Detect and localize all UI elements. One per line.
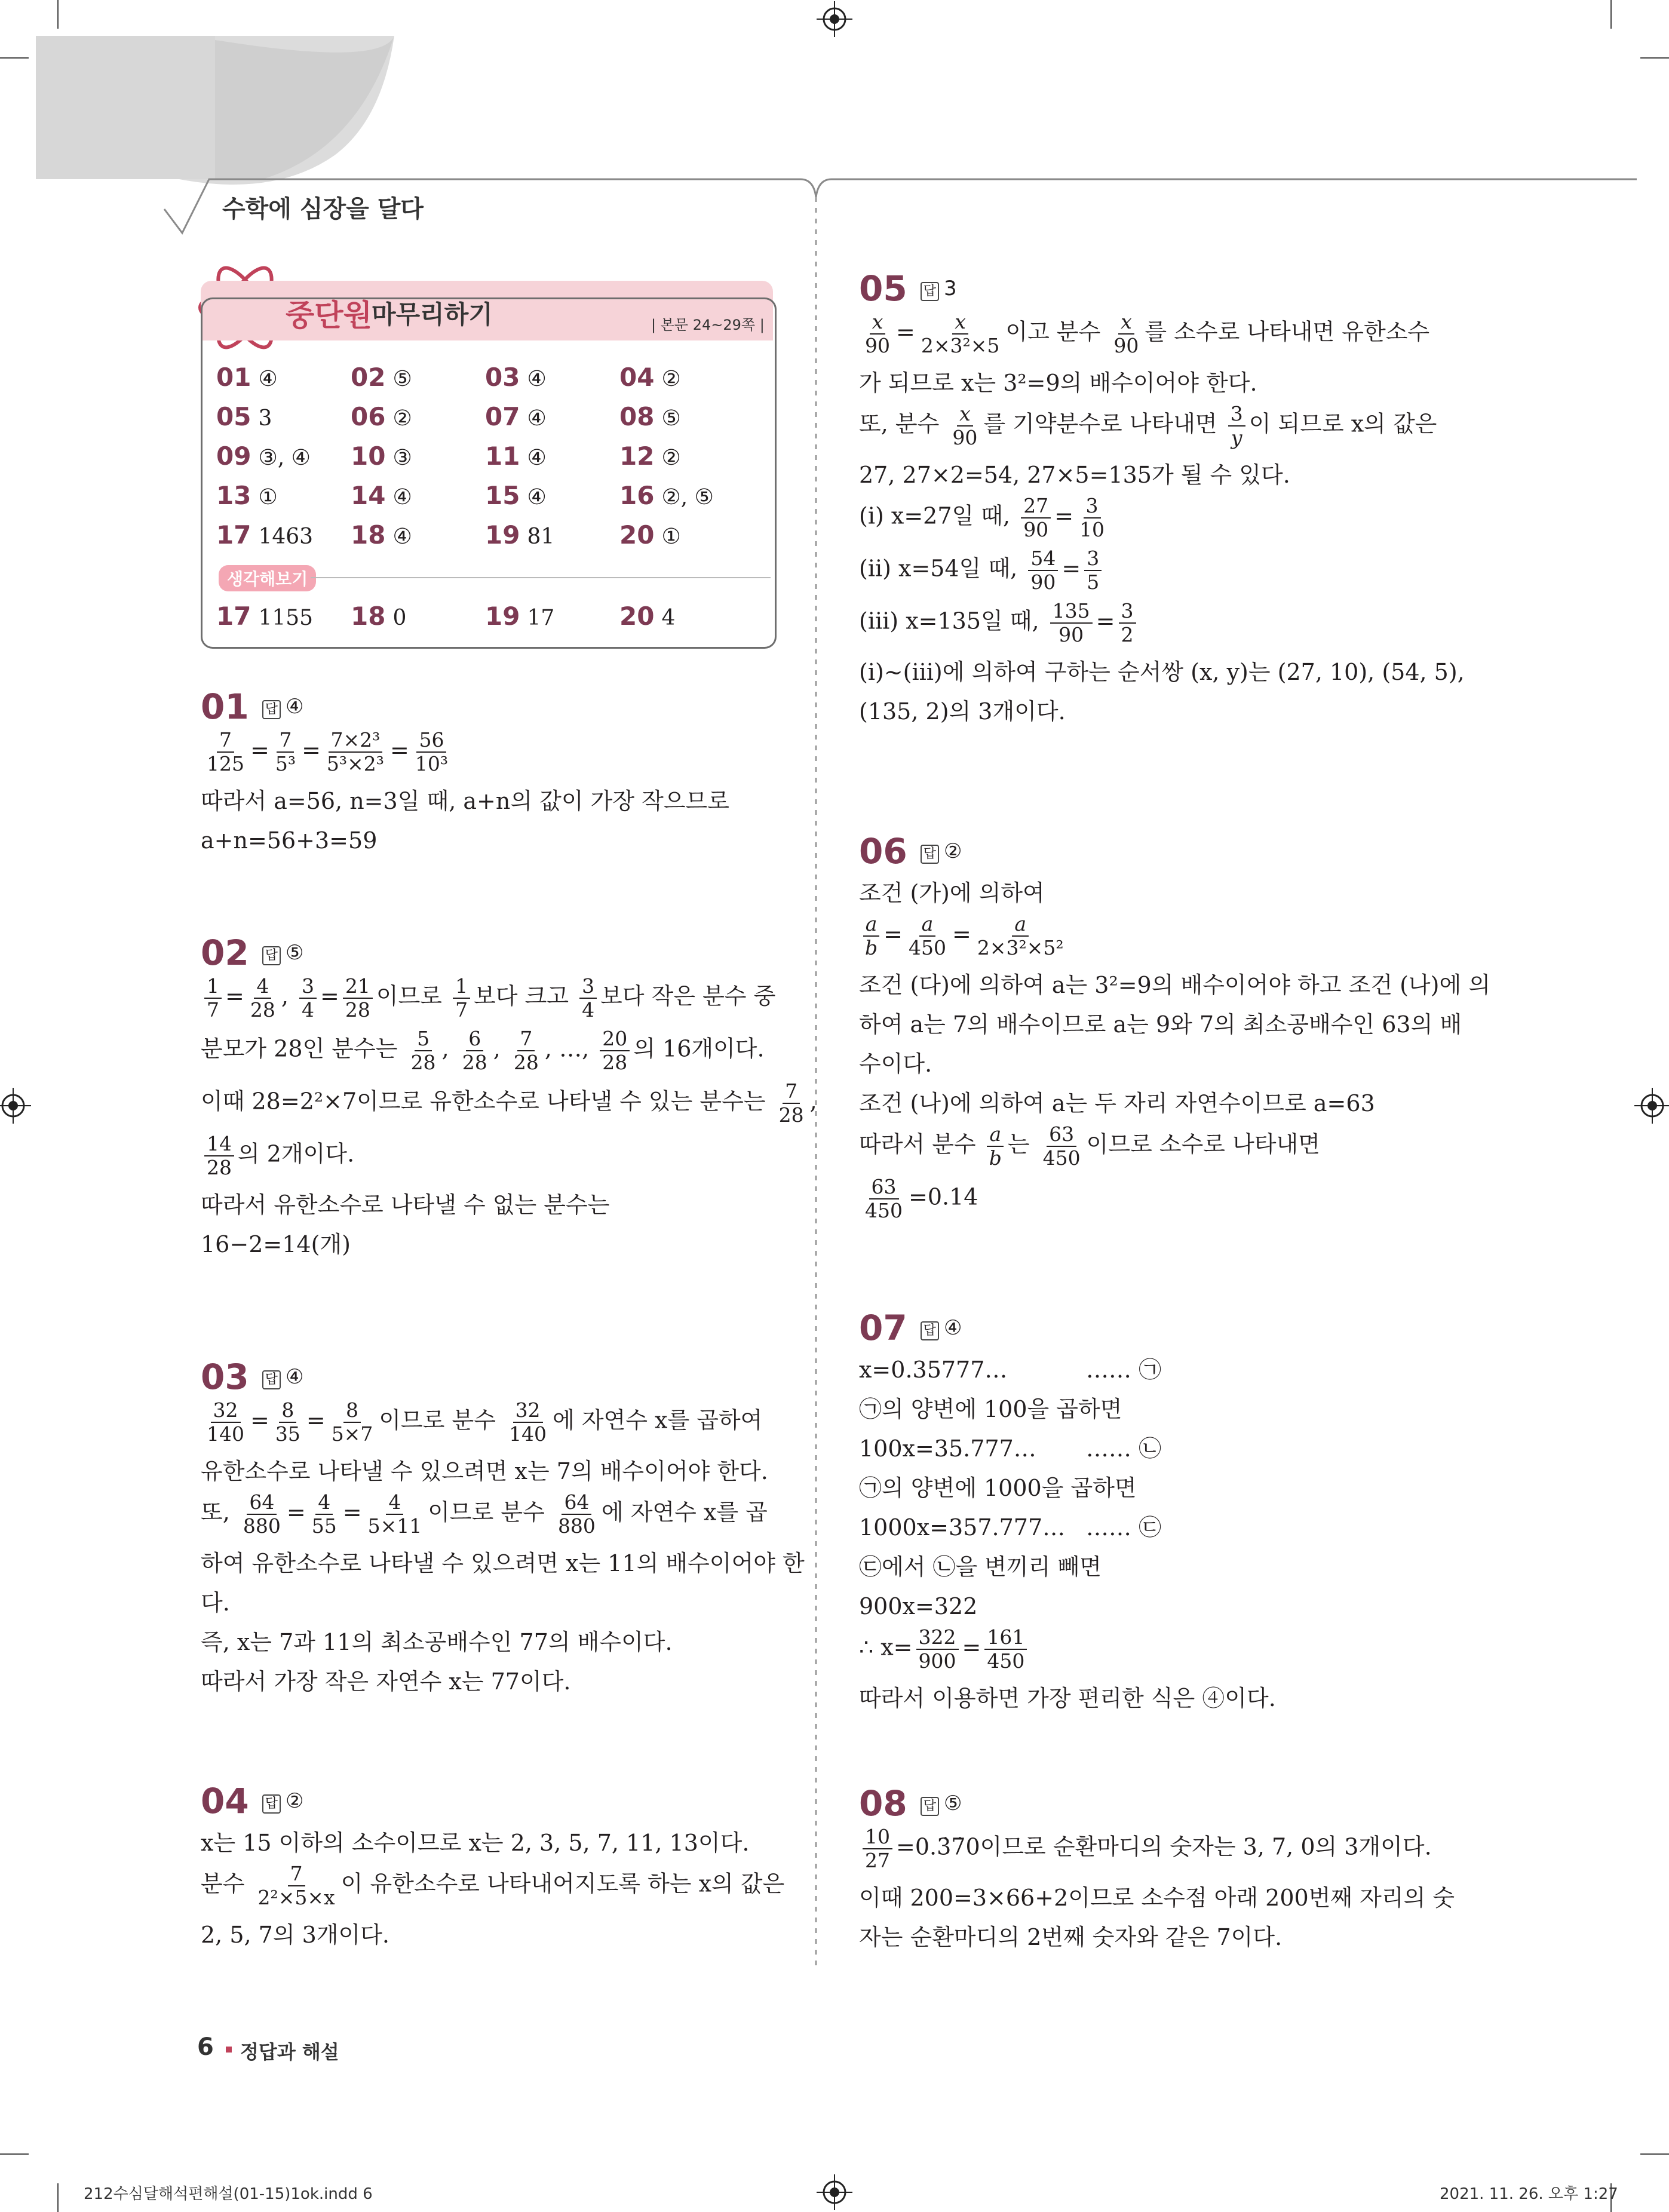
solution-01 [201, 686, 786, 860]
answer-number: 13 [216, 480, 251, 510]
answer-choice: ② [943, 839, 962, 863]
answer-number: 14 [351, 480, 386, 510]
answer-mark: 답 [262, 946, 281, 965]
answer-row [216, 475, 754, 515]
answer-number: 20 [619, 601, 655, 631]
answer-value: ④ [527, 445, 547, 470]
answer-mark: 답 [921, 845, 939, 864]
answer-value: ④ [527, 366, 547, 391]
answer-value: 0 [392, 605, 407, 630]
case-line: (ⅱ) x=54일 때, $\frac{54}{90}$ = $\frac{3}{5}$ [859, 547, 1444, 600]
answer-value: ① [661, 524, 681, 549]
answer-value: ③, ④ [258, 445, 311, 470]
text-line: x=0.35777… …… ㉠ [859, 1357, 1162, 1383]
answer-choice: ④ [943, 1315, 962, 1340]
answer-number: 05 [216, 401, 251, 431]
footer-file: 212수심달해석편해설(01-15)1ok.indd 6 [84, 2185, 373, 2203]
answer-value: ⑤ [661, 406, 681, 431]
page-number: 6 [197, 2033, 214, 2061]
question-number: 06 [859, 831, 907, 872]
text-line: 분모가 28인 분수는 $\frac{5}{28}$ , $\frac{6}{28}$ , $\frac{7}{28}$ , …, $\frac{20}{28}$ 의 16개이다. [201, 1027, 765, 1074]
question-number: 02 [201, 932, 249, 973]
text-line: 100x=35.777… …… ㉡ [859, 1435, 1162, 1462]
text-line: x는 15 이하의 소수이므로 x는 2, 3, 5, 7, 11, 13이다. [201, 1830, 750, 1856]
text-line: 유한소수로 나타낼 수 있으려면 x는 7의 배수이어야 한다. [201, 1458, 768, 1484]
answer-row [216, 515, 754, 554]
header-band [36, 36, 215, 179]
text-line: 수이다. [859, 1051, 932, 1077]
solution-03 [201, 1356, 805, 1701]
solution-02 [201, 932, 817, 1264]
answer-choice: ② [285, 1788, 304, 1813]
text-line: $\frac{10}{27}$ =0.3̇7̇0이므로 순환마디의 숫자는 3, 7, 0의 3개이다. [859, 1826, 1444, 1878]
text-line: 조건 (나)에 의하여 a는 두 자리 자연수이므로 a=63 [859, 1090, 1375, 1116]
answer-number: 06 [351, 401, 386, 431]
answer-value: ② [661, 366, 681, 391]
answer-number: 12 [619, 441, 655, 471]
answer-number: 01 [216, 362, 251, 392]
think-divider [311, 577, 771, 578]
answer-choice: ⑤ [943, 1791, 962, 1815]
equation: $\frac{7}{125}$ = $\frac{7}{\text{5³}}$ = $\frac{\text{7×2³}}{\text{5³×2³}}$ = $\frac{56}{\text{10³}}$ [207, 728, 449, 775]
answer-value: ②, ⑤ [661, 484, 714, 510]
solution-05 [859, 268, 1465, 731]
solution-06 [859, 830, 1490, 1228]
answer-value: 4 [661, 605, 676, 630]
brand-logo-text: 수학에 심장을 달다 [222, 195, 424, 223]
summary-title-bold: 중단원 [286, 298, 372, 333]
question-number: 05 [859, 268, 907, 309]
question-number: 01 [201, 686, 249, 727]
text-line: $\frac{32}{140}$ = $\frac{8}{35}$ = $\frac{8}{5\times 7}$ 이므로 분수 $\frac{32}{140}$ 에 자연수 x를 곱하여 [207, 1398, 763, 1446]
answer-mark: 답 [262, 1794, 281, 1814]
text-line: ㉠의 양변에 1000을 곱하면 [859, 1475, 1137, 1501]
text-line: 2, 5, 7의 3개이다. [201, 1922, 390, 1948]
registration-mark-top [817, 1, 852, 37]
answer-value: ⑤ [392, 366, 412, 391]
case-line: (ⅲ) x=135일 때, $\frac{135}{90}$ = $\frac{3}{2}$ [859, 600, 1444, 652]
text-line: $\frac{x}{90}$ = $\frac{x}{\text{2×3²×5}}$ 이고 분수 $\frac{x}{90}$ 를 소수로 나타내면 유한소수 [865, 310, 1430, 357]
answer-value: ④ [392, 484, 412, 510]
footer-date: 2021. 11. 26. 오후 1:27 [1440, 2185, 1618, 2203]
text-line: 분수 $\frac{7}{\text{2²×5×x}}$ 이 유한소수로 나타내어지도록 하는 x의 값은 [201, 1862, 785, 1909]
answer-number: 18 [351, 520, 386, 550]
summary-title: 마무리하기 [372, 300, 493, 329]
text-line: 900x=322 [859, 1593, 978, 1619]
answer-value: 1155 [258, 605, 314, 630]
text-line: 자는 순환마디의 2번째 숫자와 같은 7이다. [859, 1924, 1283, 1950]
text-line: 즉, x는 7과 11의 최소공배수인 77의 배수이다. [201, 1629, 673, 1655]
case-line: (ⅰ) x=27일 때, $\frac{27}{90}$ = $\frac{3}{10}$ [859, 494, 1105, 541]
question-number: 08 [859, 1783, 907, 1824]
text-line: a+n=56+3=59 [201, 827, 378, 854]
answer-row [216, 436, 754, 475]
text-line: 조건 (다)에 의하여 a는 3²=9의 배수이어야 하고 조건 (나)에 의 [859, 972, 1490, 998]
text-line: ㉠의 양변에 100을 곱하면 [859, 1396, 1122, 1422]
answer-number: 17 [216, 601, 251, 631]
answer-value: ② [392, 406, 412, 431]
answer-value: 17 [527, 605, 555, 630]
answer-choice: ④ [285, 694, 304, 719]
answer-number: 19 [485, 601, 520, 631]
registration-mark-bottom [817, 2174, 852, 2210]
answer-number: 10 [351, 441, 386, 471]
answer-choice: ④ [285, 1364, 304, 1389]
page-label: 정답과 해설 [240, 2041, 339, 2063]
text-line: 따라서 a=56, n=3일 때, a+n의 값이 가장 작으므로 [201, 788, 729, 814]
solution-08 [859, 1783, 1455, 1957]
answer-value: 1463 [258, 524, 314, 549]
answer-number: 08 [619, 401, 655, 431]
answer-choice: 3 [943, 276, 957, 300]
text-line: 다. [201, 1590, 230, 1616]
answer-mark: 답 [921, 1797, 939, 1816]
answer-number: 11 [485, 441, 520, 471]
text-line: $\frac{63}{450}$ =0.14 [865, 1175, 978, 1222]
text-line: 이때 28=2²×7이므로 유한소수로 나타낼 수 있는 분수는 $\frac{7}{28}$ , [201, 1079, 817, 1127]
text-line: 따라서 분수 $\frac{a}{b}$ 는 $\frac{63}{450}$ 이므로 소수로 나타내면 [859, 1122, 1320, 1170]
answer-number: 17 [216, 520, 251, 550]
answer-value: 3 [258, 406, 272, 431]
answer-mark: 답 [262, 1370, 281, 1389]
answer-number: 18 [351, 601, 386, 631]
answer-number: 02 [351, 362, 386, 392]
solution-07 [859, 1307, 1444, 1718]
bullet-square [226, 2047, 232, 2053]
answer-value: ③ [392, 445, 412, 470]
answer-row [216, 596, 754, 636]
answer-mark: 답 [921, 1321, 939, 1340]
answer-number: 15 [485, 480, 520, 510]
summary-page-ref: | 본문 24~29쪽 | [651, 317, 765, 333]
registration-mark-left [0, 1088, 31, 1124]
think-label: 생각해보기 [219, 565, 316, 591]
question-number: 04 [201, 1781, 249, 1821]
text-line: 따라서 가장 작은 자연수 x는 77이다. [201, 1668, 571, 1695]
text-line: 1000x=357.777… …… ㉢ [859, 1514, 1162, 1541]
text-line: 따라서 이용하면 가장 편리한 식은 ④이다. [859, 1685, 1276, 1711]
text-line: ㉢에서 ㉡을 변끼리 빼면 [859, 1554, 1102, 1580]
text-line: 하여 a는 7의 배수이므로 a는 9와 7의 최소공배수인 63의 배 [859, 1011, 1462, 1038]
question-number: 03 [201, 1357, 249, 1397]
answer-grid [216, 357, 754, 554]
text-line: ∴ x= $\frac{322}{900}$ = $\frac{161}{450}$ [859, 1626, 1444, 1679]
answer-row [216, 397, 754, 436]
text-line: 따라서 유한소수로 나타낼 수 없는 분수는 [201, 1192, 610, 1218]
answer-number: 19 [485, 520, 520, 550]
question-number: 07 [859, 1308, 907, 1348]
answer-number: 07 [485, 401, 520, 431]
answer-number: 20 [619, 520, 655, 550]
answer-number: 09 [216, 441, 251, 471]
text-line: 또, 분수 $\frac{x}{90}$ 를 기약분수로 나타내면 $\frac{3}{y}$ 이 되므로 x의 값은 [859, 402, 1437, 449]
text-line: 이때 200=3×66+2이므로 소수점 아래 200번째 자리의 숫 [859, 1885, 1455, 1911]
answer-number: 03 [485, 362, 520, 392]
answer-number: 04 [619, 362, 655, 392]
text-line: (ⅰ)~(ⅲ)에 의하여 구하는 순서쌍 (x, y)는 (27, 10), (54, 5), [859, 659, 1465, 685]
answer-value: 81 [527, 524, 555, 549]
answer-choice: ⑤ [285, 940, 304, 965]
solution-04 [201, 1780, 786, 1955]
text-line: 27, 27×2=54, 27×5=135가 될 수 있다. [859, 462, 1290, 488]
answer-number: 16 [619, 480, 655, 510]
registration-mark-right [1634, 1088, 1669, 1124]
text-line: 또, $\frac{64}{880}$ = $\frac{4}{55}$ = $\frac{4}{5\times 11}$ 이므로 분수 $\frac{64}{880}$ 에 자연수 x를 곱 [201, 1490, 768, 1538]
answer-value: ① [258, 484, 278, 510]
answer-mark: 답 [262, 700, 281, 719]
answer-value: ④ [392, 524, 412, 549]
answer-value: ④ [527, 484, 547, 510]
text-line: (135, 2)의 3개이다. [859, 698, 1066, 725]
text-line: 하여 유한소수로 나타낼 수 있으려면 x는 11의 배수이어야 한 [201, 1550, 805, 1576]
think-answer-grid [216, 596, 754, 636]
answer-mark: 답 [921, 282, 939, 301]
text-line: 16−2=14(개) [201, 1231, 351, 1257]
answer-row [216, 357, 754, 397]
text-line: $\frac{14}{28}$ 의 2개이다. [201, 1133, 786, 1185]
answer-value: ④ [527, 406, 547, 431]
text-line: $\frac{1}{7}$ = $\frac{4}{28}$ , $\frac{3}{4}$ = $\frac{21}{28}$ 이므로 $\frac{1}{7}$ 보다 크고 $\frac{3}{4}$ 보다 작은 분수 중 [201, 975, 786, 1027]
text-line: 조건 (가)에 의하여 [859, 880, 1045, 906]
equation: $\frac{a}{b}$ = $\frac{a}{450}$ = $\frac{a}{\text{2×3²×5²}}$ [859, 913, 1444, 965]
answer-value: ② [661, 445, 681, 470]
answer-value: ④ [258, 366, 278, 391]
text-line: 가 되므로 x는 3²=9의 배수이어야 한다. [859, 370, 1257, 396]
